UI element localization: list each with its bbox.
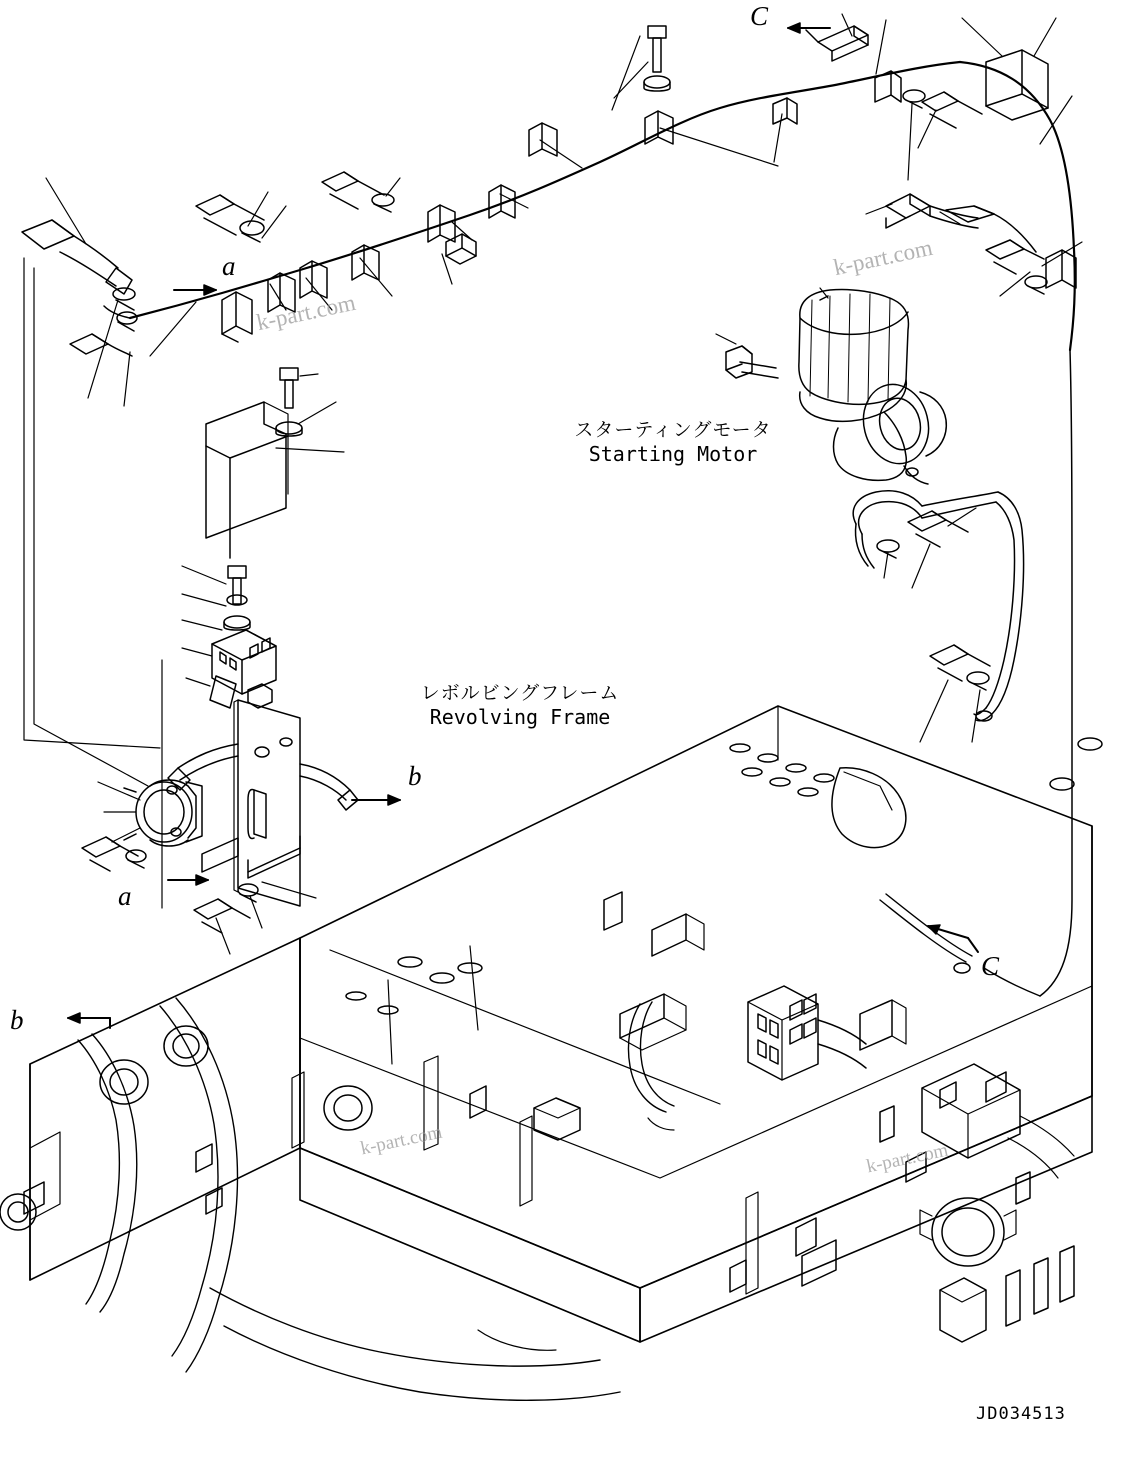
revolving-frame-label-en: Revolving Frame bbox=[429, 705, 611, 729]
watermark-4: k-part.com bbox=[864, 1139, 951, 1178]
revolving-frame-label bbox=[405, 678, 635, 729]
starting-motor-label-en: Starting Motor bbox=[588, 442, 758, 466]
section-callout-c-bottom: C bbox=[981, 951, 1000, 981]
drawing-number: JD034513 bbox=[976, 1404, 1066, 1424]
revolving-frame-label-jp: レボルビングフレーム bbox=[420, 682, 620, 704]
section-callout-b-middle: b bbox=[408, 761, 422, 791]
watermark-1: k-part.com bbox=[831, 234, 935, 281]
starting-motor-label-jp: スターティングモータ bbox=[574, 419, 772, 441]
watermark-3: k-part.com bbox=[358, 1121, 445, 1160]
section-callout-c-top: C bbox=[750, 1, 769, 31]
section-callout-a-bottom: a bbox=[118, 881, 132, 911]
section-callout-a-top: a bbox=[222, 251, 236, 281]
section-callout-b-bottom: b bbox=[10, 1005, 24, 1035]
starting-motor-label bbox=[558, 415, 788, 466]
watermark-2: k-part.com bbox=[254, 289, 358, 336]
